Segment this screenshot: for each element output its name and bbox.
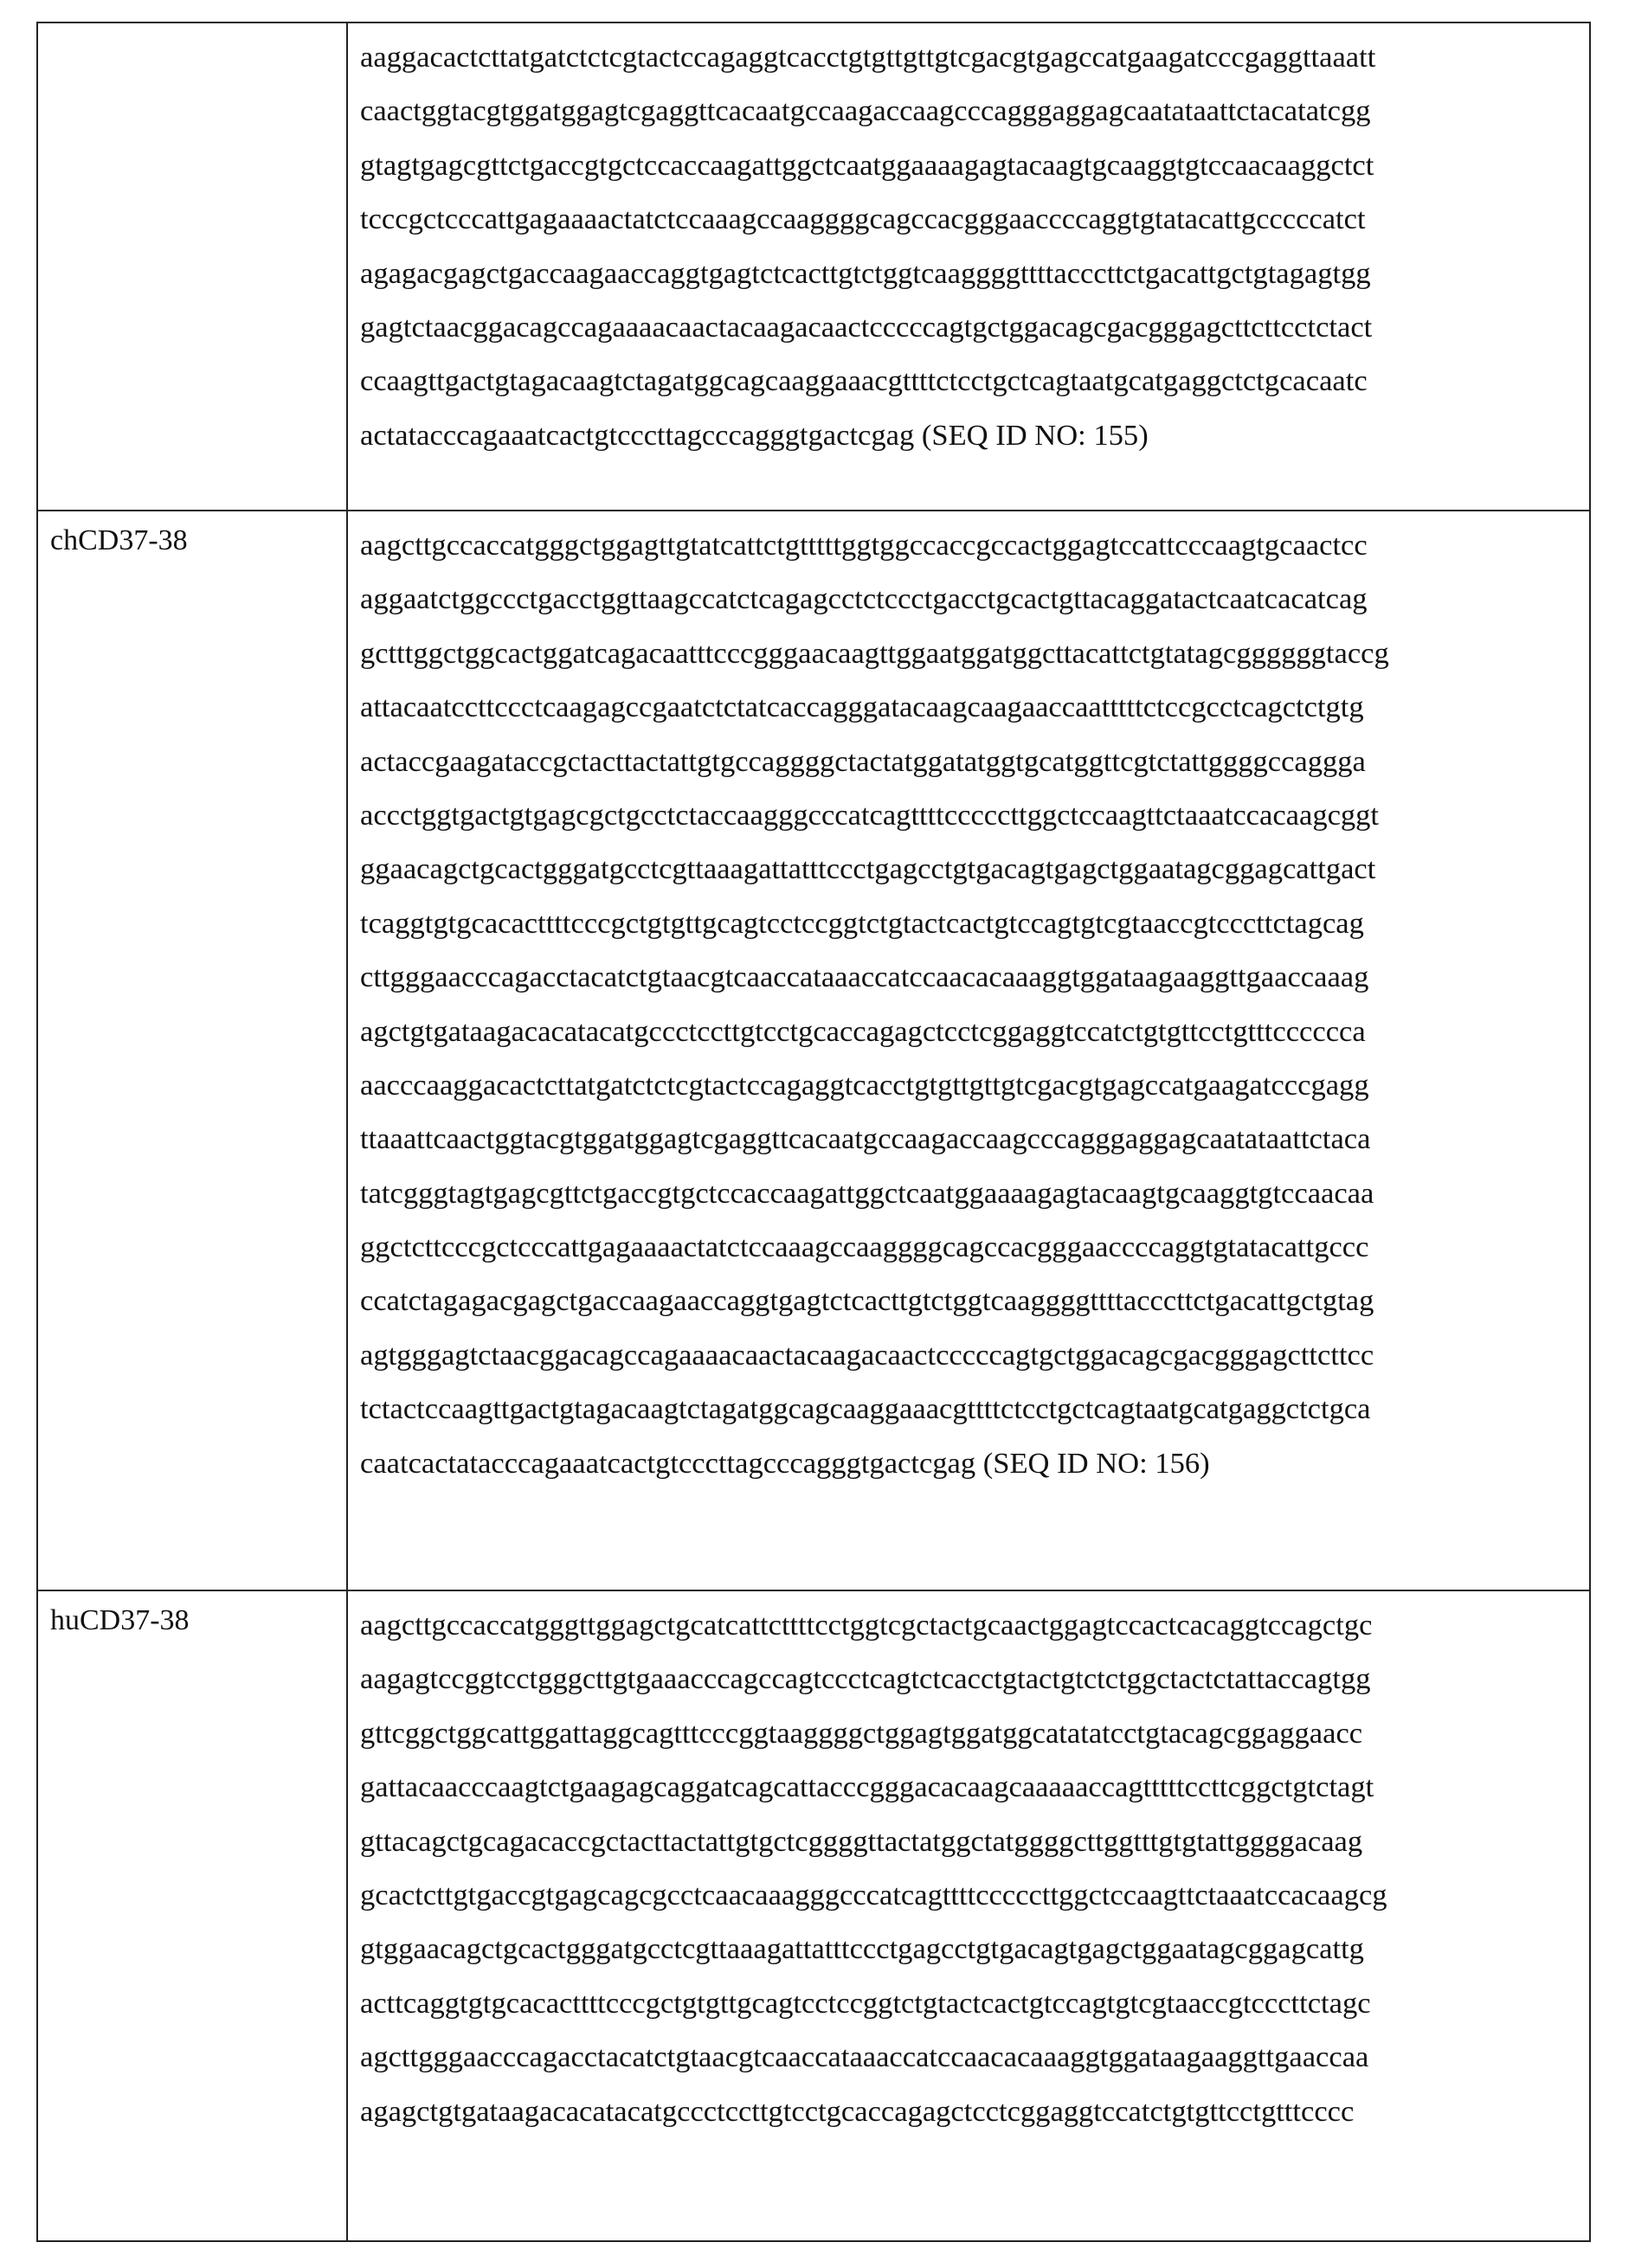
sequence-line: aagagtccggtcctgggcttgtgaaacccagccagtccctcagtctcacctgtactgtctctggctactctattaccagtgg: [360, 1657, 1598, 1711]
sequence-line: gtggaacagctgcactgggatgcctcgttaaagattatttccctgagcctgtgacagtgagctggaatagcggagcattg: [360, 1927, 1598, 1981]
sequence-line: aagcttgccaccatgggttggagctgcatcattcttttcctggtcgctactgcaactggagtccactcacaggtccagctgc: [360, 1603, 1598, 1657]
sequence-line: gtagtgagcgttctgaccgtgctccaccaagattggctcaatggaaaagagtacaagtgcaaggtgtccaacaaggctct: [360, 144, 1598, 197]
sequence-line: accctggtgactgtgagcgctgcctctaccaagggcccatcagttttcccccttggctccaagttctaaatccacaagcggt: [360, 793, 1598, 847]
sequence-line: gctttggctggcactggatcagacaatttcccgggaacaagttggaatggatggcttacattctgtatagcggggggtaccg: [360, 632, 1598, 685]
sequence-line: aaggacactcttatgatctctcgtactccagaggtcacctgtgttgttgtcgacgtgagccatgaagatcccgaggttaaatt: [360, 35, 1598, 89]
sequence-line: agagctgtgataagacacatacatgccctccttgtcctgcaccagagctcctcggaggtccatctgtgttcctgtttcccc: [360, 2090, 1598, 2143]
sequence-line: gttcggctggcattggattaggcagtttcccggtaaggggctggagtggatggcatatatcctgtacagcggaggaacc: [360, 1712, 1598, 1765]
sequence-line: aggaatctggccctgacctggttaagccatctcagagcctctccctgacctgcactgttacaggatactcaatcacatcag: [360, 577, 1598, 631]
sequence-line: gttacagctgcagacaccgctacttactattgtgctcggggttactatggctatggggcttggtttgtgtattggggacaag: [360, 1820, 1598, 1873]
sequence-table: [36, 22, 1591, 2242]
sequence-line: actaccgaagataccgctacttactattgtgccaggggctactatggatatggtgcatggttcgtctattggggccaggga: [360, 740, 1598, 793]
sequence-line: tctactccaagttgactgtagacaagtctagatggcagcaaggaaacgttttctcctgctcagtaatgcatgaggctctgca: [360, 1387, 1598, 1441]
sequence-line: ggctcttcccgctcccattgagaaaactatctccaaagccaaggggcagccacgggaaccccaggtgtatacattgccc: [360, 1225, 1598, 1279]
sequence-line: actatacccagaaatcactgtcccttagcccagggtgactcgag (SEQ ID NO: 155): [360, 414, 1598, 467]
construct-name: huCD37-38: [37, 1590, 347, 2241]
sequence-line: tatcgggtagtgagcgttctgaccgtgctccaccaagattggctcaatggaaaagagtacaagtgcaaggtgtccaacaa: [360, 1172, 1598, 1225]
construct-name: [37, 22, 347, 511]
sequence-cell: [347, 1590, 1590, 2241]
sequence-line: gattacaacccaagtctgaagagcaggatcagcattacccgggacacaagcaaaaaccagtttttccttcggctgtctagt: [360, 1765, 1598, 1819]
sequence-cell: [347, 511, 1590, 1590]
sequence-line: caatcactatacccagaaatcactgtcccttagcccagggtgactcgag (SEQ ID NO: 156): [360, 1442, 1598, 1495]
sequence-line: attacaatccttccctcaagagccgaatctctatcaccagggatacaagcaagaaccaatttttctccgcctcagctctgtg: [360, 685, 1598, 739]
sequence-line: gagtctaacggacagccagaaaacaactacaagacaactcccccagtgctggacagcgacgggagcttcttcctctact: [360, 305, 1598, 359]
sequence-line: agtgggagtctaacggacagccagaaaacaactacaagacaactcccccagtgctggacagcgacgggagcttcttcc: [360, 1333, 1598, 1387]
sequence-line: acttcaggtgtgcacacttttcccgctgtgttgcagtcctccggtctgtactcactgtccagtgtcgtaaccgtcccttctagc: [360, 1982, 1598, 2035]
sequence-cell: [347, 22, 1590, 511]
sequence-line: ccatctagagacgagctgaccaagaaccaggtgagtctcacttgtctggtcaaggggttttacccttctgacattgctgtag: [360, 1279, 1598, 1333]
sequence-line: caactggtacgtggatggagtcgaggttcacaatgccaagaccaagcccagggaggagcaatataattctacatatcgg: [360, 89, 1598, 143]
sequence-line: ccaagttgactgtagacaagtctagatggcagcaaggaaacgttttctcctgctcagtaatgcatgaggctctgcacaatc: [360, 359, 1598, 413]
table-row: [37, 511, 1590, 1590]
sequence-line: agctgtgataagacacatacatgccctccttgtcctgcaccagagctcctcggaggtccatctgtgttcctgtttcccccca: [360, 1010, 1598, 1063]
sequence-line: tcaggtgtgcacacttttcccgctgtgttgcagtcctccggtctgtactcactgtccagtgtcgtaaccgtcccttctagcag: [360, 902, 1598, 955]
sequence-line: cttgggaacccagacctacatctgtaacgtcaaccataaaccatccaacacaaaggtggataagaaggttgaaccaaag: [360, 955, 1598, 1009]
table-row: [37, 22, 1590, 511]
sequence-line: aacccaaggacactcttatgatctctcgtactccagaggtcacctgtgttgttgtcgacgtgagccatgaagatcccgagg: [360, 1063, 1598, 1117]
sequence-line: gcactcttgtgaccgtgagcagcgcctcaacaaagggcccatcagttttcccccttggctccaagttctaaatccacaagcg: [360, 1873, 1598, 1927]
sequence-line: ttaaattcaactggtacgtggatggagtcgaggttcacaatgccaagaccaagcccagggaggagcaatataattctaca: [360, 1117, 1598, 1171]
sequence-line: aagcttgccaccatgggctggagttgtatcattctgtttttggtggccaccgccactggagtccattcccaagtgcaactcc: [360, 524, 1598, 577]
sequence-line: ggaacagctgcactgggatgcctcgttaaagattatttccctgagcctgtgacagtgagctggaatagcggagcattgact: [360, 847, 1598, 901]
table-row: [37, 1590, 1590, 2241]
sequence-line: agagacgagctgaccaagaaccaggtgagtctcacttgtctggtcaaggggttttacccttctgacattgctgtagagtgg: [360, 252, 1598, 305]
sequence-line: agcttgggaacccagacctacatctgtaacgtcaaccataaaccatccaacacaaaggtggataagaaggttgaaccaa: [360, 2035, 1598, 2089]
construct-name: chCD37-38: [37, 511, 347, 1590]
sequence-line: tcccgctcccattgagaaaactatctccaaagccaaggggcagccacgggaaccccaggtgtatacattgcccccatct: [360, 197, 1598, 251]
